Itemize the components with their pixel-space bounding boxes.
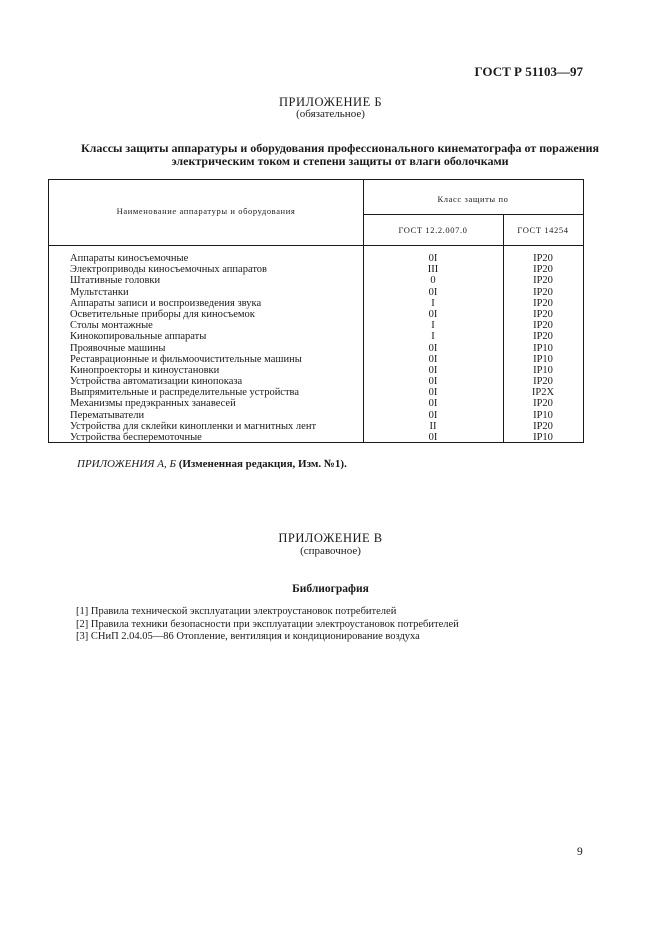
table-row xyxy=(49,331,583,342)
table-row xyxy=(49,343,583,354)
row-class-gost1: 0 xyxy=(430,275,436,287)
row-class-gost1: 0I xyxy=(428,387,438,399)
amendment-note xyxy=(77,458,347,470)
row-name: Реставрационные и фильмоочистительные машины xyxy=(70,353,302,365)
table-row xyxy=(49,275,583,286)
row-class-gost2: IP20 xyxy=(533,376,553,388)
row-name: Перематыватели xyxy=(70,409,145,421)
row-name: Кинопроекторы и киноустановки xyxy=(70,364,220,376)
row-class-gost1: 0I xyxy=(428,409,438,421)
table-title-line-2: электрическим током и степени защиты от влаги оболочками xyxy=(171,154,509,168)
row-class-gost2: IP10 xyxy=(533,364,553,376)
row-name: Аппараты записи и воспроизведения звука xyxy=(70,297,262,309)
row-name: Столы монтажные xyxy=(70,320,153,332)
row-class-gost1: 0I xyxy=(428,253,438,264)
row-class-gost1: 0I xyxy=(428,286,438,298)
row-class-gost2: IP2X xyxy=(531,387,555,399)
row-class-gost1: 0I xyxy=(428,308,438,320)
row-class-gost1: 0I xyxy=(428,353,438,365)
bibliography-item-1: [1] Правила технической эксплуатации электроустановок потребителей xyxy=(76,606,397,617)
header-gost-12-2-007-0: ГОСТ 12.2.007.0 xyxy=(398,225,468,235)
header-equipment-name: Наименование аппаратуры и оборудования xyxy=(116,206,296,216)
row-class-gost1: 0I xyxy=(428,342,438,354)
row-class-gost2: IP20 xyxy=(533,253,553,264)
table-header-bottom xyxy=(49,245,583,246)
row-class-gost2: IP20 xyxy=(533,297,553,309)
row-name: Кинокопировальные аппараты xyxy=(70,331,207,343)
table-row xyxy=(49,354,583,365)
table-row xyxy=(49,376,583,387)
appendix-v-subtitle: (справочное) xyxy=(300,545,361,557)
row-name: Электроприводы киносъемочных аппаратов xyxy=(70,264,267,276)
table-row xyxy=(49,298,583,309)
table-row xyxy=(49,421,583,432)
row-class-gost1: II xyxy=(429,420,437,432)
table-row xyxy=(49,287,583,298)
amendment-note-appendices: ПРИЛОЖЕНИЯ А, Б xyxy=(77,458,176,470)
row-name: Мультстанки xyxy=(70,286,129,298)
table-divider-group xyxy=(363,214,583,215)
row-name: Аппараты киносъемочные xyxy=(70,253,189,264)
row-class-gost2: IP10 xyxy=(533,432,553,443)
header-gost-14254: ГОСТ 14254 xyxy=(517,225,569,235)
row-class-gost1: 0I xyxy=(428,364,438,376)
bibliography-title: Библиография xyxy=(292,583,369,595)
row-class-gost1: I xyxy=(431,331,435,343)
header-protection-class: Класс защиты по xyxy=(437,194,509,204)
protection-class-table xyxy=(48,179,584,443)
row-class-gost1: 0I xyxy=(428,398,438,410)
table-row xyxy=(49,432,583,443)
row-name: Устройства бесперемоточные xyxy=(70,432,202,443)
row-class-gost1: I xyxy=(431,297,435,309)
row-class-gost2: IP20 xyxy=(533,275,553,287)
row-class-gost2: IP10 xyxy=(533,342,553,354)
table-row xyxy=(49,309,583,320)
appendix-v-title: ПРИЛОЖЕНИЕ В xyxy=(278,531,383,545)
bibliography-item-2: [2] Правила техники безопасности при эксплуатации электроустановок потребителей xyxy=(76,619,459,630)
appendix-b-title: ПРИЛОЖЕНИЕ Б xyxy=(278,95,383,109)
row-class-gost2: IP20 xyxy=(533,286,553,298)
document-code: ГОСТ Р 51103—97 xyxy=(474,64,583,79)
table-body xyxy=(49,253,583,443)
row-name: Устройства автоматизации кинопоказа xyxy=(70,376,243,388)
row-class-gost2: IP10 xyxy=(533,409,553,421)
row-class-gost2: IP20 xyxy=(533,331,553,343)
row-name: Устройства для склейки кинопленки и магнитных лент xyxy=(70,420,317,432)
row-name: Проявочные машины xyxy=(70,342,166,354)
table-title-line-1: Классы защиты аппаратуры и оборудования профессионального кинематографа от поражения xyxy=(80,141,600,155)
row-class-gost2: IP20 xyxy=(533,398,553,410)
table-row xyxy=(49,410,583,421)
table-title xyxy=(60,142,620,168)
row-name: Выпрямительные и распределительные устройства xyxy=(70,387,300,399)
row-name: Штативные головки xyxy=(70,275,161,287)
bibliography-item-3: [3] СНиП 2.04.05—86 Отопление, вентиляция и кондиционирование воздуха xyxy=(76,631,420,642)
row-class-gost1: 0I xyxy=(428,432,438,443)
row-class-gost2: IP20 xyxy=(533,320,553,332)
row-class-gost2: IP20 xyxy=(533,308,553,320)
table-row xyxy=(49,365,583,376)
table-row xyxy=(49,398,583,409)
row-name: Механизмы предэкранных занавесей xyxy=(70,398,236,410)
row-class-gost2: IP20 xyxy=(533,420,553,432)
row-class-gost2: IP20 xyxy=(533,264,553,276)
row-class-gost2: IP10 xyxy=(533,353,553,365)
table-row xyxy=(49,253,583,264)
table-row xyxy=(49,320,583,331)
row-class-gost1: 0I xyxy=(428,376,438,388)
amendment-note-revision: (Измененная редакция, Изм. №1). xyxy=(178,458,347,470)
appendix-b-subtitle: (обязательное) xyxy=(296,108,365,120)
page-number: 9 xyxy=(577,846,583,858)
row-class-gost1: I xyxy=(431,320,435,332)
row-name: Осветительные приборы для киносъемок xyxy=(70,308,255,320)
row-class-gost1: III xyxy=(427,264,439,276)
table-row xyxy=(49,387,583,398)
table-row xyxy=(49,264,583,275)
